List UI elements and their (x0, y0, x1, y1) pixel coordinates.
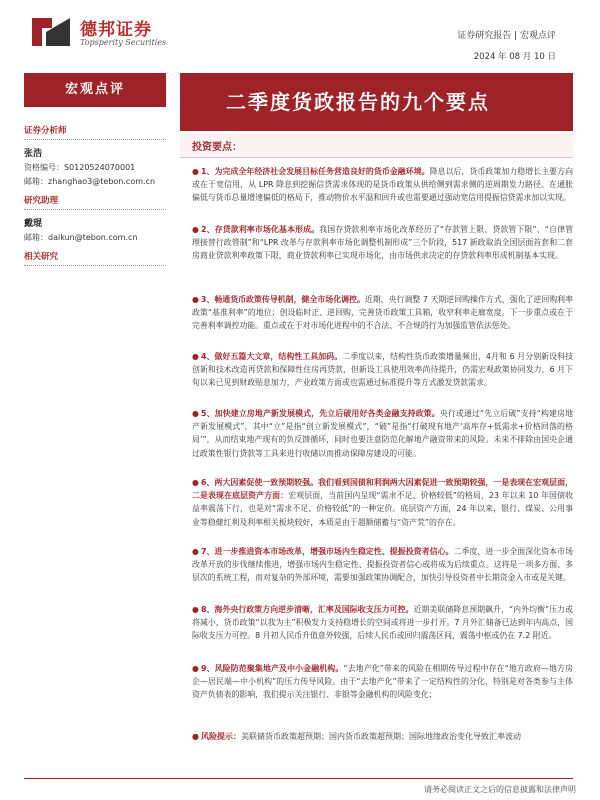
key-point-body: “去地产化”带来的风险在相期传导过程中存在“地方政府—地方房企—居民端—中小机构”的压力传导风险。由于“去地产化”带来了一定结构性的分化，特别是对各类参与主体资产负债表的影响，我们提示关注银行、非银等金融机构的风险变化； (192, 664, 574, 700)
assistant-email[interactable]: 邮箱：daikun@tebon.com.cn (24, 233, 138, 242)
brand-name: 德邦证券 (80, 20, 152, 40)
key-point (192, 350, 573, 390)
disclaimer-note: 请务必阅读正文之后的信息披露和法律声明 (424, 785, 576, 794)
document-type: 证券研究报告 | 宏观点评 (457, 31, 556, 41)
bullet-icon: ● (192, 478, 199, 487)
key-point (192, 603, 573, 643)
bullet-icon: ● (192, 732, 199, 741)
key-point-lead: 2、存贷款利率市场化基本形成。 (201, 225, 320, 234)
assistant-name: 戴琨 (24, 219, 43, 229)
key-point (192, 293, 573, 333)
report-date: 2024 年 08 月 10 日 (473, 52, 556, 62)
key-point-body: 近期，央行调整 7 天期逆回购操作方式，强化了逆回购利率政策“基准利率”的地位；创设临时正、逆回购，完善货币政策工具箱，收窄利率走廊宽度。下一步重点或在于完善利率调控功能。重点或在于对市场化进程中的不合法、不合规的行为加强监管依法惩处。 (192, 295, 573, 331)
key-point-lead: 3、畅通货币政策传导机制，健全市场化调控。 (200, 295, 365, 304)
analyst-heading: 证券分析师 (24, 124, 166, 140)
bullet-icon: ● (192, 664, 200, 673)
risk-warning (192, 730, 573, 743)
risk-warning-body: 美联储货币政策超预期；国内货币政策超预期；国际地缘政治变化导致汇率波动 (240, 732, 521, 741)
key-point-lead: 6、两大因素促使一致预期较强。我们看到国债和利润两大因素促进一致预期较强，一是表现在宏观层面，二是表现在底层资产方面： (192, 478, 573, 501)
bullet-icon: ● (192, 352, 199, 361)
key-point-body: 宏观层面，当前国内呈现“需求不足、价格较低”的格局，23 年以来 10 年国债收益率震荡下行，也是对“需求不足、价格较低”的一种定价。底层资产方面，24 年以来，银行、煤炭、公用事业等稳健红利及利率相关板块较好，本质是由于超额储蓄与“资产荒”的存在。 (192, 491, 573, 527)
analyst-name: 张浩 (24, 149, 43, 159)
bullet-icon: ● (192, 225, 200, 234)
brand-name-english: Topsperity Securities (80, 38, 167, 47)
related-research-block (24, 250, 174, 272)
key-point-lead: 1、为完成全年经济社会发展目标任务营造良好的货币金融环境。 (200, 167, 430, 176)
key-point-lead: 7、进一步推进资本市场改革，增强市场内生稳定性、提振投资者信心。 (200, 547, 454, 556)
risk-warning-lead: 风险提示： (200, 732, 241, 741)
key-point-lead: 5、加快建立房地产新发展模式，先立后破用好各类金融支持政策。 (201, 409, 440, 418)
bullet-icon: ● (192, 547, 199, 556)
bullet-icon: ● (192, 295, 199, 304)
key-point-body: 降息以后，货币政策加力稳增长主要方向或在于宽信用，从 LPR 降息到挖掘信贷需求体现的是货币政策从供给侧到需求侧的逆周期发力路径。在通胀偏低与货币总量增速偏低的格局下，推动物价水平温和回升或也需要通过强动宽信用提振信贷需求加以实现。 (192, 167, 573, 203)
report-header (0, 0, 600, 60)
key-point (192, 545, 573, 585)
key-point-body: 央行或通过“先立后破”支持“构建房地产新发展模式”，其中“立”是指“创立新发展模式”，“破”是指“打破现有地产‘高库存+低需求+价格回落的格局’”，从而结束地产现有的负反馈循环，同时也要注意防范化解地产融资带来的风险。未来不排除由国央企通过政策性银行贷款等工具来进行收储以而推动保障房建设的可能。 (192, 409, 574, 458)
related-research-heading: 相关研究 (24, 250, 166, 266)
key-point (192, 223, 573, 263)
key-point-lead: 8、海外央行政策方向逆步清晰，汇率及国际收支压力可控。 (200, 605, 414, 614)
sidebar-category-banner: 宏观点评 (24, 73, 166, 107)
key-point-lead: 9、风险防范聚集地产及中小金融机构。 (201, 664, 344, 673)
key-point-body: 二季度，进一步全面深化资本市场改革开放的步伐继续推进，增强市场内生稳定性、提振投资者信心或将成为后续重点。这将是一项多方面、多层次的系统工程，而对复杂的外部环境，需要加强政策协调配合，加快引导投资者中长期资金入市或是关键。 (192, 547, 573, 583)
key-point (192, 476, 573, 529)
bullet-icon: ● (192, 409, 200, 418)
analyst-block (24, 124, 174, 190)
key-point-body: 近期美联储降息预期飙升，“内外均衡”压力或将减小，货币政策“以我为主”积极发力支持稳增长的空间或将进一步打开。7 月外汇储备已达到年内高点，国际收支压力可控。8 月初人民币升值意外较强，后续人民币或回归震荡区间，震荡中枢或仍在 7.2 附近。 (192, 605, 573, 641)
investment-highlights (180, 134, 573, 158)
footer-divider (24, 778, 573, 779)
key-point (192, 407, 573, 460)
key-point (192, 662, 573, 702)
key-point-body: 二季度以来，结构性货币政策增量频出，4月和 6 月分别新设科技创新和技术改造再贷款和保障性住房再贷款，但新设工具使用效率尚待提升，仍需宏观政策协同发力，6 月下旬以来已见到财政贴息加力，产业政策方面或也需通过标准提升等方式激发贷款需求。 (192, 352, 574, 388)
section-heading: 投资要点： (180, 134, 573, 158)
bullet-icon: ● (192, 605, 199, 614)
report-title: 二季度货政报告的九个要点 (180, 73, 573, 131)
analyst-email[interactable]: 邮箱：zhanghao3@tebon.com.cn (24, 177, 156, 186)
key-point (192, 165, 573, 205)
key-point-lead: 4、做好五篇大文章，结构性工具加码。 (200, 352, 343, 361)
assistant-block (24, 194, 174, 246)
key-point-body: 我国存贷款利率市场化改革经历了“存款管上限、贷款管下限”、“自律管理接替行政管制”和“LPR 改革与存款利率市场化调整机制形成”三个阶段，517 新政取消全国层面首套和二套房商业贷款利率政策下限，商业贷款利率已实现市场化，由市场供求决定的存贷款利率形成机制基本实现。 (192, 225, 573, 261)
brand-logo-icon (28, 14, 74, 50)
bullet-icon: ● (192, 167, 199, 176)
analyst-license: 资格编号：S0120524070001 (24, 163, 136, 172)
assistant-heading: 研究助理 (24, 194, 166, 210)
